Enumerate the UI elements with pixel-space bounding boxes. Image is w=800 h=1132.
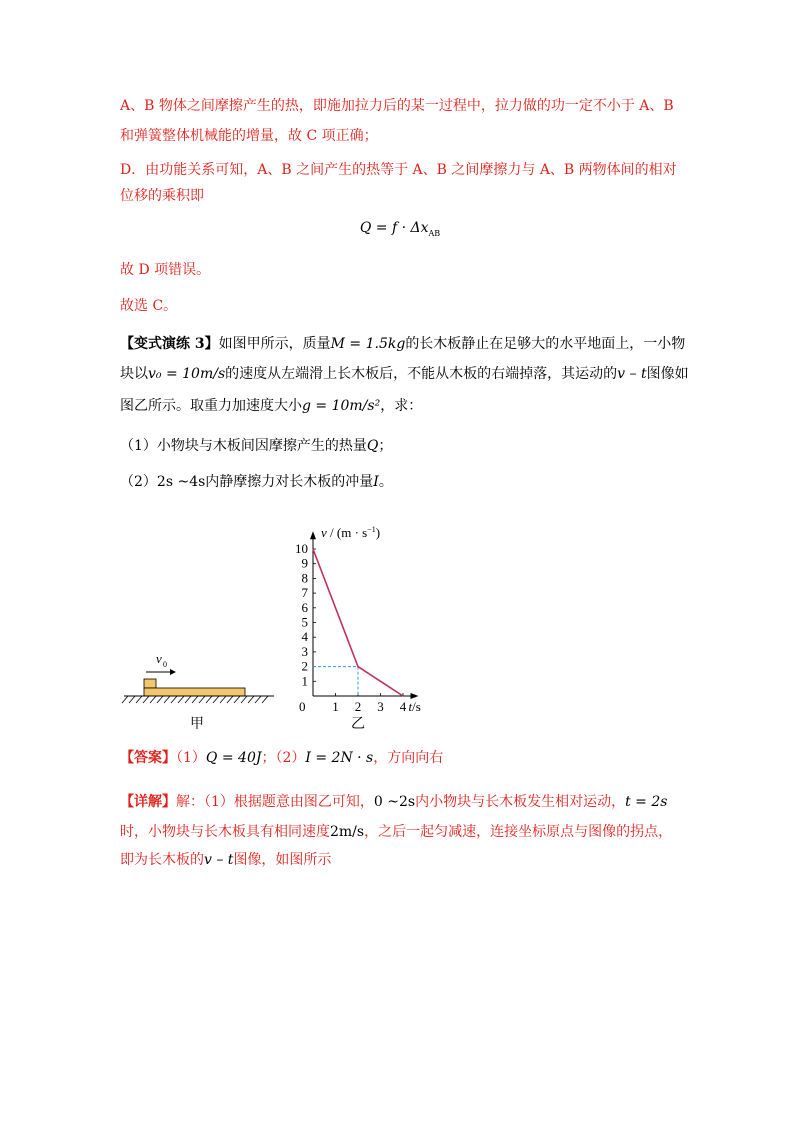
math: v – t (204, 852, 234, 868)
detail-line (120, 822, 672, 842)
y-axis-arrow (310, 531, 316, 539)
text: 的长木板静止在足够大的水平地面上，一小物 (405, 336, 686, 352)
xlabel-unit: /s (412, 699, 421, 714)
hatch-mark (157, 696, 163, 703)
math: 2s ~4s (156, 474, 206, 490)
math: v₀ = 10m/s (148, 366, 226, 382)
math: Q = 40J (205, 750, 262, 766)
question-2 (120, 472, 393, 492)
text: ，方向向右 (373, 750, 444, 766)
hatch-mark (255, 696, 261, 703)
y-tick-label: 3 (301, 643, 308, 659)
x-tick-label: 1 (332, 699, 339, 714)
math: M = 1.5kg (330, 336, 406, 352)
text: （1）小物块与木板间因摩擦产生的热量 (120, 438, 367, 454)
v0-label: v (156, 651, 162, 666)
text: ，之后一起匀减速，连接坐标原点与图像的拐点， (364, 824, 673, 840)
text: ，求： (380, 398, 423, 414)
y-tick-label: 4 (301, 629, 308, 645)
hatch-mark (129, 696, 135, 703)
hatch-mark (171, 696, 177, 703)
v0-sub: 0 (163, 660, 167, 669)
math: 0 ~2s (373, 794, 416, 810)
y-tick-label: 5 (301, 614, 308, 630)
text: 图像如 (646, 366, 689, 382)
arrow-head (170, 669, 176, 675)
hatch-mark (248, 696, 254, 703)
y-tick-label: 1 (301, 673, 308, 689)
y-tick-label: 9 (301, 555, 308, 571)
hatch-mark (150, 696, 156, 703)
figure-jia (118, 645, 288, 740)
label-yi: 乙 (351, 717, 365, 732)
formula (0, 220, 800, 238)
ylabel-unit: / (m · s (326, 525, 368, 541)
hatch-mark (241, 696, 247, 703)
label-jia: 甲 (190, 717, 204, 732)
problem-line (120, 396, 422, 416)
question-1 (120, 436, 392, 456)
text: 即为长木板的 (120, 852, 204, 868)
hatch-mark (136, 696, 142, 703)
hatch-mark (206, 696, 212, 703)
ylabel-exp: −1 (367, 525, 376, 535)
answer-tag: 【答案】 (120, 750, 176, 766)
y-tick-label: 10 (295, 541, 308, 556)
problem-line (120, 334, 685, 354)
solution-line: 故 D 项错误。 (120, 262, 211, 278)
y-tick-label: 7 (301, 585, 308, 601)
x-tick-label: 4 (399, 699, 407, 714)
hatch-mark (199, 696, 205, 703)
solution-line: D．由功能关系可知，A、B 之间产生的热等于 A、B 之间摩擦力与 A、B 两物体间的相对 (120, 162, 677, 178)
solution-line: 故选 C。 (120, 298, 178, 314)
text: 内静摩擦力对长木板的冲量 (205, 474, 374, 490)
vt-chart (280, 508, 450, 738)
problem-line (120, 364, 689, 384)
text: 。 (378, 474, 393, 490)
text: （1） (176, 750, 206, 766)
detail-tag: 【详解】 (120, 794, 176, 810)
ylabel-close: ) (375, 525, 381, 541)
math: Q (366, 438, 379, 454)
small-block (144, 679, 156, 688)
solution-line: 位移的乘积即 (120, 188, 204, 204)
formula-main: Q = f · Δx (359, 220, 429, 236)
x-tick-label: 2 (354, 699, 362, 714)
text: ；（2） (261, 750, 306, 766)
y-axis-label (321, 525, 380, 540)
xlabel-var: t (408, 699, 413, 714)
text: 块以 (120, 366, 148, 382)
y-tick-label: 2 (301, 658, 308, 674)
text: 时，小物块与长木板具有相同速度 (120, 824, 330, 840)
text: （2） (120, 474, 157, 490)
hatch-mark (227, 696, 233, 703)
math: I (373, 474, 379, 490)
math: I = 2N · s (305, 750, 374, 766)
math: 2m/s (330, 824, 365, 840)
solution-line: A、B 物体之间摩擦产生的热，即施加拉力后的某一过程中，拉力做的功一定不小于 A、B (120, 98, 674, 114)
formula-sub: AB (428, 228, 441, 238)
hatch-mark (220, 696, 226, 703)
hatch-mark (122, 696, 128, 703)
math: g = 10m/s² (302, 398, 381, 414)
detail-line (120, 850, 331, 870)
hatch-mark (213, 696, 219, 703)
problem-tag: 【变式演练 3】 (120, 336, 219, 352)
solution-line: 和弹簧整体机械能的增量，故 C 项正确； (120, 128, 378, 144)
y-tick-label: 8 (301, 570, 308, 586)
ylabel-var: v (321, 525, 327, 541)
math: v – t (617, 366, 647, 382)
text: 图像，如图所示 (233, 852, 332, 868)
origin-label: 0 (299, 699, 306, 714)
hatch-mark (262, 696, 268, 703)
text: 解：（1）根据题意由图乙可知， (176, 794, 374, 810)
hatch-mark (192, 696, 198, 703)
math: t = 2s (625, 794, 668, 810)
text: 如图甲所示，质量 (218, 336, 331, 352)
x-axis-label (409, 699, 421, 714)
x-tick-label: 3 (377, 699, 384, 714)
y-tick-label: 6 (301, 599, 308, 615)
long-board (144, 688, 245, 696)
hatch-mark (178, 696, 184, 703)
hatch-mark (185, 696, 191, 703)
answer-line (120, 748, 443, 768)
text: 内小物块与长木板发生相对运动， (415, 794, 626, 810)
hatch-mark (234, 696, 240, 703)
text: 的速度从左端滑上长木板后，不能从木板的右端掉落，其运动的 (225, 366, 618, 382)
hatch-mark (164, 696, 170, 703)
text: ； (378, 438, 393, 454)
detail-line (120, 792, 667, 812)
hatch-mark (143, 696, 149, 703)
text: 图乙所示。取重力加速度大小 (120, 398, 302, 414)
ground-hatch (122, 696, 268, 703)
